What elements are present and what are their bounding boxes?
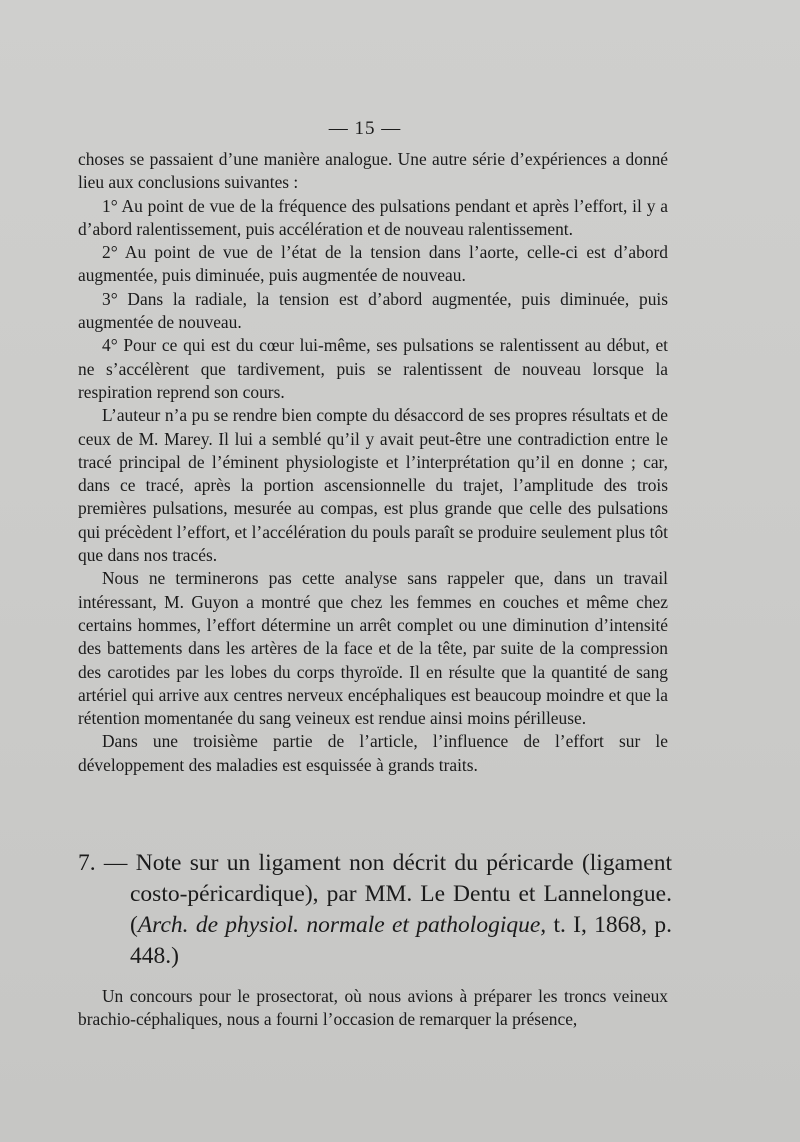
section-journal: Arch. de physiol. normale et pathologique, xyxy=(137,912,547,938)
page-number: — 15 — xyxy=(328,118,402,139)
paragraph-continuation: choses se passaient d’une manière analogue. Une autre série d’expériences a donné lieu aux conclusions suivantes : xyxy=(78,149,668,193)
section-text xyxy=(78,985,668,1032)
paragraph-conclusion-1: 1° Au point de vue de la fréquence des pulsations pendant et après l’effort, il y a d’abord ralentissement, puis accélération et de nouveau ralentissement. xyxy=(78,195,668,239)
paragraph-author-discussion: L’auteur n’a pu se rendre bien compte du désaccord de ses propres résultats et de ceux de M. Marey. Il lui a semblé qu’il y avait peut-être une contradiction entre le tracé principal de l’éminent physiologiste et l’interprétation qu’il en donne ; car, dans ce tracé, après la portion ascensionnelle du trajet, l’amplitude des trois premières pulsations, mesurée au compas, est plus grande que celle des pulsations qui précèdent l’effort, et l’accélération du pouls paraît se produire seulement plus tôt que dans nos tracés. xyxy=(78,405,668,566)
paragraph-conclusion-4: 4° Pour ce qui est du cœur lui-même, ses pulsations se ralentissent au début, et ne s’accélèrent que tardivement, puis se ralentissent de nouveau lorsque la respiration reprend son cours. xyxy=(78,335,668,402)
paragraph-conclusion-2: 2° Au point de vue de l’état de la tension dans l’aorte, celle-ci est d’abord augmentée, puis diminuée, puis augmentée de nouveau. xyxy=(78,242,668,286)
section-title: 7. — Note sur un ligament non décrit du péricarde (ligament costo-péricardique), par MM. Le Dentu et Lannelongue. ( xyxy=(78,850,672,938)
section-heading-line xyxy=(78,848,672,1003)
main-text xyxy=(78,148,668,777)
paragraph-prosectorat: Un concours pour le prosectorat, où nous avions à préparer les troncs veineux brachio-céphaliques, nous a fourni l’occasion de remarquer la présence, xyxy=(78,986,668,1030)
paragraph-guyon: Nous ne terminerons pas cette analyse sans rappeler que, dans un travail intéressant, M. Guyon a montré que chez les femmes en couches et même chez certains hommes, l’effort détermine un arrêt complet ou une diminution d’intensité des battements dans les artères de la face et de la tête, par suite de la compression des carotides par les lobes du corps thyroïde. Il en résulte que la quantité de sang artériel qui arrive aux centres nerveux encéphaliques est beaucoup moindre et que la rétention momentanée du sang veineux est rendue ainsi moins périlleuse. xyxy=(78,568,668,729)
paragraph-third-part: Dans une troisième partie de l’article, l’influence de l’effort sur le développement des maladies est esquissée à grands traits. xyxy=(78,731,668,775)
section-citation: t. I, 1868, p. 448.) xyxy=(130,912,672,969)
section-heading xyxy=(78,848,672,1003)
paragraph-conclusion-3: 3° Dans la radiale, la tension est d’abord augmentée, puis diminuée, puis augmentée de nouveau. xyxy=(78,288,668,333)
